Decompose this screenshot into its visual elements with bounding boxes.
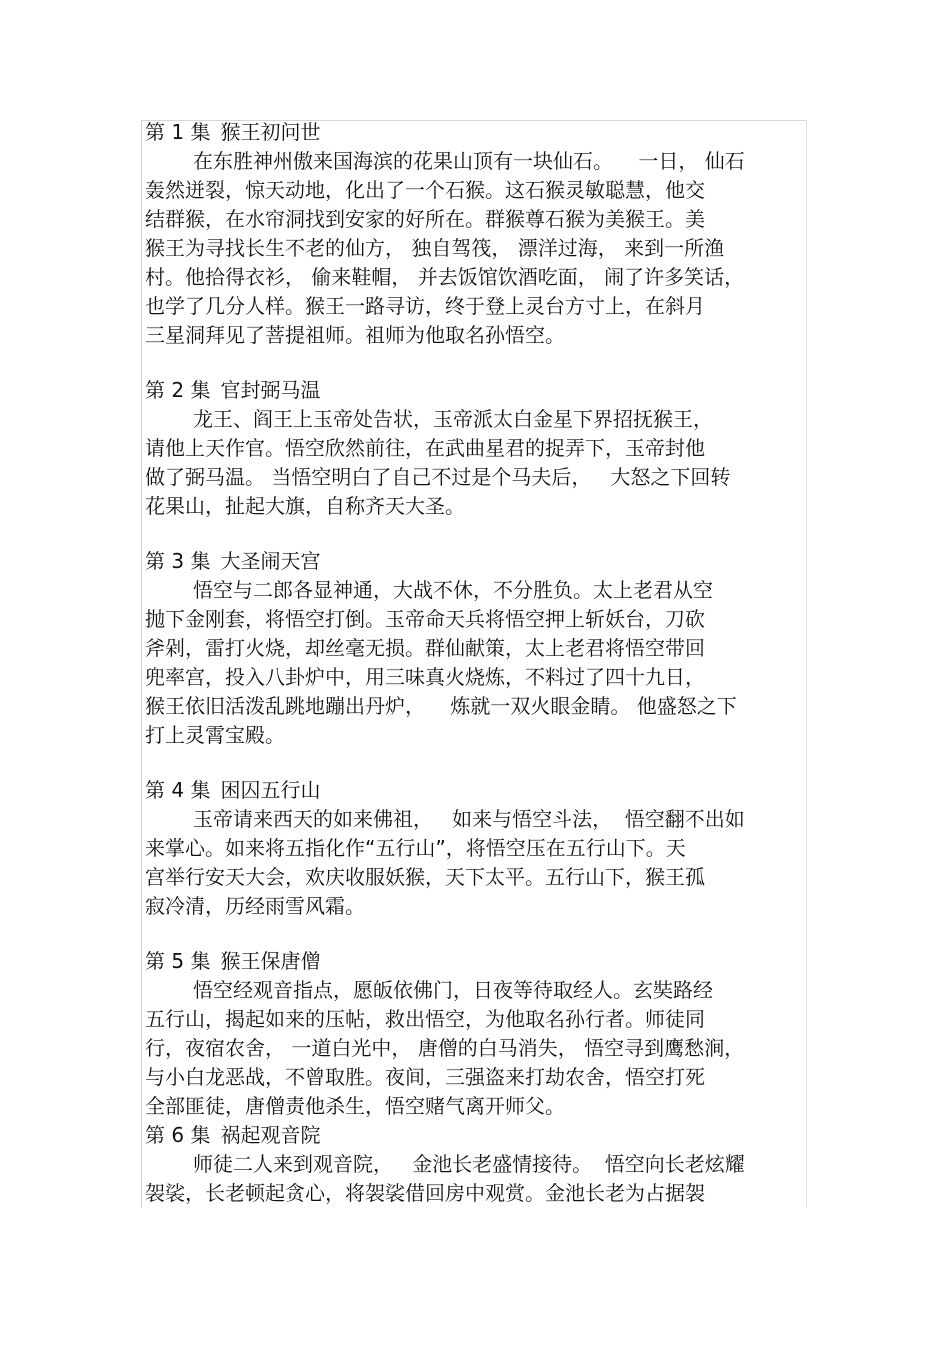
paragraph-line: 在东胜神州傲来国海滨的花果山顶有一块仙石。 一日， 仙石 bbox=[193, 149, 745, 173]
section-gap bbox=[145, 921, 810, 947]
paragraph-line: 结群猴，在水帘洞找到安家的好所在。群猴尊石猴为美猴王。美 bbox=[145, 207, 705, 231]
document-body bbox=[145, 118, 810, 1208]
episode-number: 第 1 集 bbox=[145, 120, 211, 144]
episode-4 bbox=[145, 776, 810, 921]
episode-2-heading bbox=[145, 376, 810, 405]
paragraph-line: 做了弼马温。 当悟空明白了自己不过是个马夫后， 大怒之下回转 bbox=[145, 465, 731, 489]
paragraph-line: 来掌心。如来将五指化作“五行山”，将悟空压在五行山下。天 bbox=[145, 836, 686, 860]
paragraph-line: 打上灵霄宝殿。 bbox=[145, 723, 285, 747]
episode-6-heading bbox=[145, 1121, 810, 1150]
episode-3-heading bbox=[145, 547, 810, 576]
episode-title: 困囚五行山 bbox=[220, 778, 321, 802]
episode-title: 大圣闹天宫 bbox=[220, 549, 321, 573]
episode-number: 第 4 集 bbox=[145, 778, 211, 802]
paragraph-line: 行，夜宿农舍， 一道白光中， 唐僧的白马消失， 悟空寻到鹰愁涧， bbox=[145, 1036, 745, 1060]
episode-title: 祸起观音院 bbox=[220, 1123, 321, 1147]
paragraph-line: 请他上天作官。悟空欣然前往，在武曲星君的捉弄下，玉帝封他 bbox=[145, 436, 705, 460]
section-gap bbox=[145, 750, 810, 776]
episode-title: 官封弼马温 bbox=[220, 378, 321, 402]
episode-5 bbox=[145, 947, 810, 1121]
episode-1-heading bbox=[145, 118, 810, 147]
episode-title: 猴王初问世 bbox=[220, 120, 321, 144]
episode-number: 第 6 集 bbox=[145, 1123, 211, 1147]
paragraph-line: 悟空经观音指点，愿皈依佛门，日夜等待取经人。玄奘路经 bbox=[193, 978, 713, 1002]
paragraph-line: 玉帝请来西天的如来佛祖， 如来与悟空斗法， 悟空翻不出如 bbox=[193, 807, 745, 831]
paragraph-line: 村。他拾得衣衫， 偷来鞋帽， 并去饭馆饮酒吃面， 闹了许多笑话， bbox=[145, 265, 745, 289]
episode-number: 第 3 集 bbox=[145, 549, 211, 573]
paragraph-line: 袈裟，长老顿起贪心，将袈裟借回房中观赏。金池长老为占据袈 bbox=[145, 1181, 705, 1205]
section-gap bbox=[145, 521, 810, 547]
paragraph-line: 兜率宫，投入八卦炉中，用三味真火烧炼，不料过了四十九日， bbox=[145, 665, 705, 689]
episode-1 bbox=[145, 118, 810, 350]
paragraph-line: 也学了几分人样。猴王一路寻访，终于登上灵台方寸上，在斜月 bbox=[145, 294, 705, 318]
paragraph-line: 猴王为寻找长生不老的仙方， 独自驾筏， 漂洋过海， 来到一所渔 bbox=[145, 236, 725, 260]
paragraph-line: 抛下金刚套，将悟空打倒。玉帝命天兵将悟空押上斩妖台，刀砍 bbox=[145, 607, 705, 631]
paragraph-line: 五行山，揭起如来的压帖，救出悟空，为他取名孙行者。师徒同 bbox=[145, 1007, 705, 1031]
episode-3 bbox=[145, 547, 810, 750]
episode-number: 第 2 集 bbox=[145, 378, 211, 402]
episode-2 bbox=[145, 376, 810, 521]
episode-4-heading bbox=[145, 776, 810, 805]
paragraph-line: 三星洞拜见了菩提祖师。祖师为他取名孙悟空。 bbox=[145, 323, 565, 347]
paragraph-line: 龙王、阎王上玉帝处告状，玉帝派太白金星下界招抚猴王， bbox=[193, 407, 713, 431]
paragraph-line: 与小白龙恶战，不曾取胜。夜间，三强盗来打劫农舍，悟空打死 bbox=[145, 1065, 705, 1089]
episode-5-heading bbox=[145, 947, 810, 976]
section-gap bbox=[145, 350, 810, 376]
paragraph-line: 猴王依旧活泼乱跳地蹦出丹炉， 炼就一双火眼金睛。 他盛怒之下 bbox=[145, 694, 737, 718]
paragraph-line: 轰然迸裂，惊天动地，化出了一个石猴。这石猴灵敏聪慧，他交 bbox=[145, 178, 705, 202]
paragraph-line: 寂冷清，历经雨雪风霜。 bbox=[145, 894, 365, 918]
episode-6 bbox=[145, 1121, 810, 1208]
episode-number: 第 5 集 bbox=[145, 949, 211, 973]
paragraph-line: 斧剁，雷打火烧，却丝毫无损。群仙献策，太上老君将悟空带回 bbox=[145, 636, 705, 660]
paragraph-line: 花果山，扯起大旗，自称齐天大圣。 bbox=[145, 494, 465, 518]
paragraph-line: 悟空与二郎各显神通，大战不休，不分胜负。太上老君从空 bbox=[193, 578, 713, 602]
episode-title: 猴王保唐僧 bbox=[220, 949, 321, 973]
paragraph-line: 师徒二人来到观音院， 金池长老盛情接待。 悟空向长老炫耀 bbox=[193, 1152, 745, 1176]
paragraph-line: 全部匪徒，唐僧责他杀生，悟空赌气离开师父。 bbox=[145, 1094, 565, 1118]
paragraph-line: 宫举行安天大会，欢庆收服妖猴，天下太平。五行山下，猴王孤 bbox=[145, 865, 705, 889]
